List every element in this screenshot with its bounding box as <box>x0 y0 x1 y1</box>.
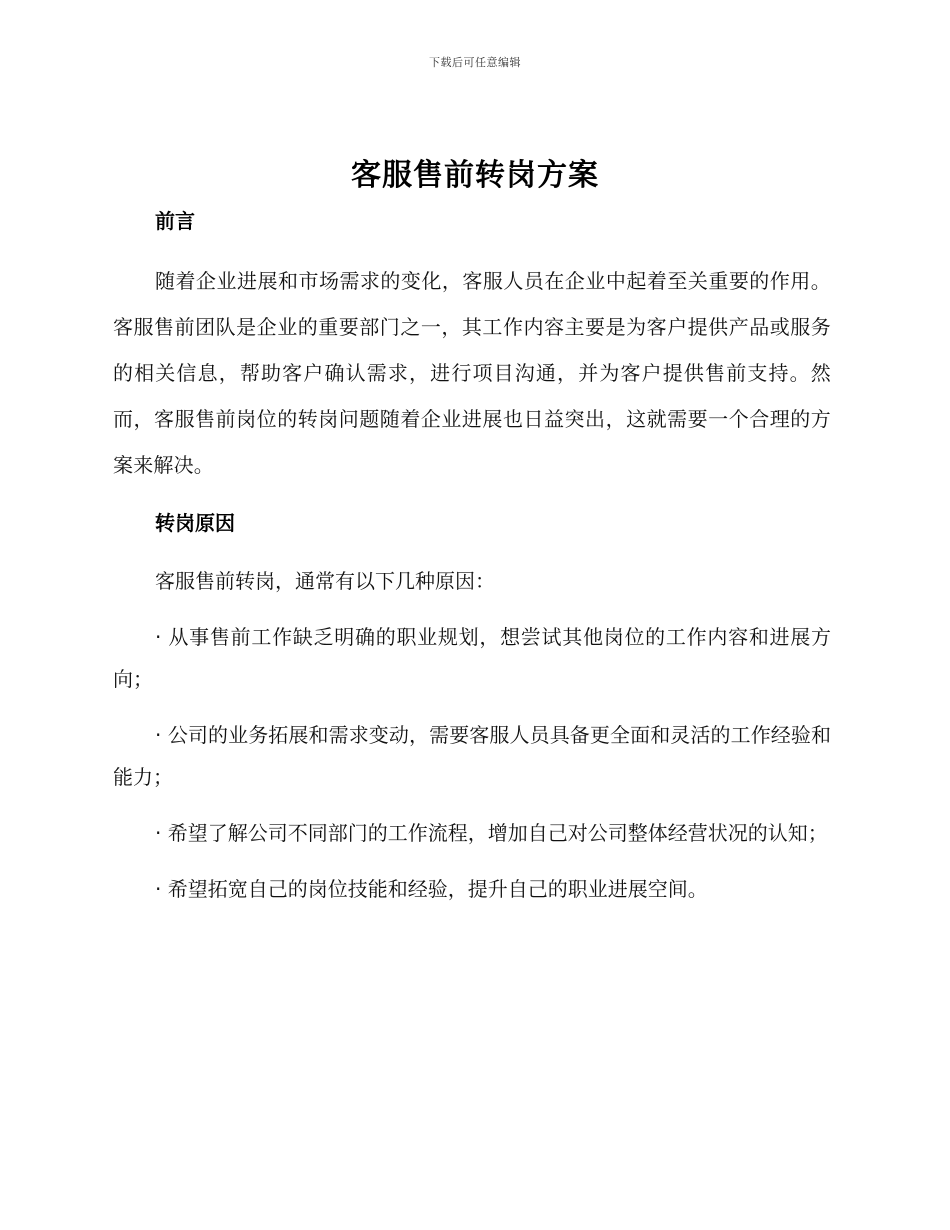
section-heading-preface: 前言 <box>155 209 195 233</box>
reason-bullet-3: · 希望了解公司不同部门的工作流程，增加自己对公司整体经营状况的认知； <box>155 821 828 845</box>
section-heading-reasons: 转岗原因 <box>155 511 235 535</box>
reason-bullet-2: · 公司的业务拓展和需求变动，需要客服人员具备更全面和灵活的工作经验和能力； <box>113 723 831 789</box>
header-note: 下载后可任意编辑 <box>429 56 521 69</box>
document-body <box>113 204 831 924</box>
reason-bullet-4: · 希望拓宽自己的岗位技能和经验，提升自己的职业进展空间。 <box>155 877 708 901</box>
reason-bullet-1: · 从事售前工作缺乏明确的职业规划，想尝试其他岗位的工作内容和进展方向； <box>113 625 831 691</box>
reasons-intro: 客服售前转岗，通常有以下几种原因： <box>155 569 495 593</box>
document-title: 客服售前转岗方案 <box>351 158 599 193</box>
preface-paragraph: 随着企业进展和市场需求的变化，客服人员在企业中起着至关重要的作用。客服售前团队是企业的重要部门之一，其工作内容主要是为客户提供产品或服务的相关信息，帮助客户确认需求，进行项目沟通，并为客户提供售前支持。然而，客服售前岗位的转岗问题随着企业进展也日益突出，这就需要一个合理的方案来解决。 <box>113 269 831 477</box>
